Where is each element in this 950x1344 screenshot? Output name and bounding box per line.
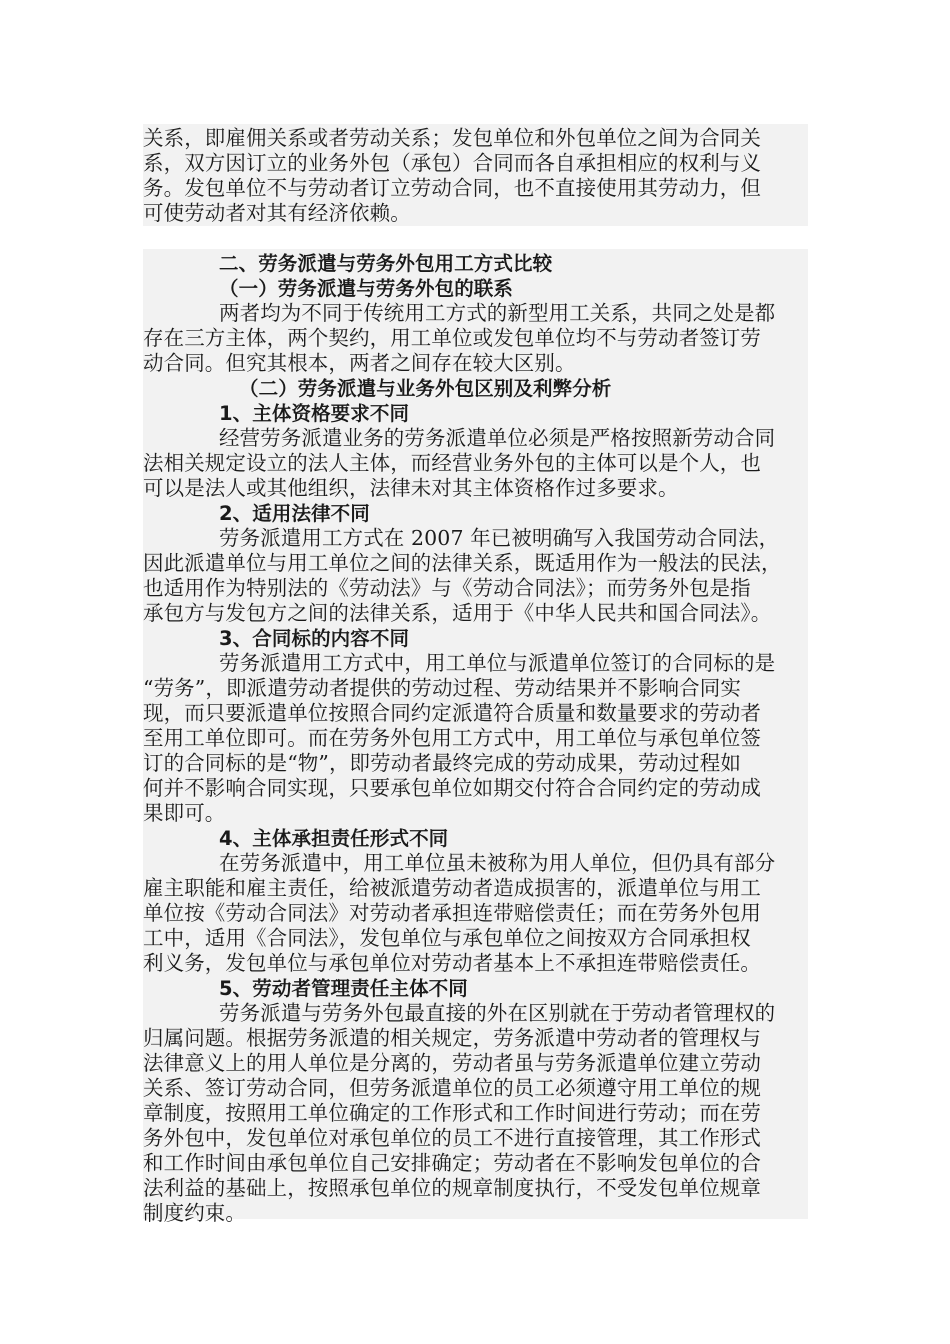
text-line: 果即可。 [143,801,226,825]
item-heading: 3、合同标的内容不同 [219,627,410,650]
text-line: 系，双方因订立的业务外包（承包）合同而各自承担相应的权利与义 [143,151,761,175]
subsection-heading: （一）劳务派遣与劳务外包的联系 [219,277,514,300]
text-line: 现，而只要派遣单位按照合同约定派遣符合质量和数量要求的劳动者 [143,701,761,725]
text-line: 因此派遣单位与用工单位之间的法律关系，既适用作为一般法的民法， [143,551,782,575]
text-line: 劳务派遣用工方式在 2007 年已被明确写入我国劳动合同法， [219,526,780,550]
text-line: 在劳务派遣中，用工单位虽未被称为用人单位，但仍具有部分 [219,851,776,875]
text-line: 务外包中，发包单位对承包单位的员工不进行直接管理，其工作形式 [143,1126,761,1150]
text-line: 法利益的基础上，按照承包单位的规章制度执行，不受发包单位规章 [143,1176,761,1200]
item-heading: 5、劳动者管理责任主体不同 [219,977,468,1000]
text-line: 劳务派遣与劳务外包最直接的外在区别就在于劳动者管理权的 [219,1001,776,1025]
item-heading: 4、主体承担责任形式不同 [219,827,449,850]
text-line: 雇主职能和雇主责任，给被派遣劳动者造成损害的，派遣单位与用工 [143,876,761,900]
item-heading: 2、适用法律不同 [219,502,370,525]
text-line: 可以是法人或其他组织，法律未对其主体资格作过多要求。 [143,476,679,500]
text-line: 法律意义上的用人单位是分离的，劳动者虽与劳务派遣单位建立劳动 [143,1051,761,1075]
text-line: 利义务，发包单位与承包单位对劳动者基本上不承担连带赔偿责任。 [143,951,761,975]
item-heading: 1、主体资格要求不同 [219,402,410,425]
text-line: 劳务派遣用工方式中，用工单位与派遣单位签订的合同标的是 [219,651,776,675]
text-line: 何并不影响合同实现，只要承包单位如期交付符合合同约定的劳动成 [143,776,761,800]
text-line: 动合同。但究其根本，两者之间存在较大区别。 [143,351,576,375]
text-line: “劳务”，即派遣劳动者提供的劳动过程、劳动结果并不影响合同实 [143,676,741,700]
text-line: 订的合同标的是“物”，即劳动者最终完成的劳动成果，劳动过程如 [143,751,741,775]
text-line: 承包方与发包方之间的法律关系，适用于《中华人民共和国合同法》。 [143,601,772,625]
text-line: 制度约束。 [143,1201,246,1225]
text-line: 关系，即雇佣关系或者劳动关系；发包单位和外包单位之间为合同关 [143,126,761,150]
text-line: 经营劳务派遣业务的劳务派遣单位必须是严格按照新劳动合同 [219,426,776,450]
text-line: 归属问题。根据劳务派遣的相关规定，劳务派遣中劳动者的管理权与 [143,1026,761,1050]
text-line: 法相关规定设立的法人主体，而经营业务外包的主体可以是个人，也 [143,451,761,475]
section-heading: 二、劳务派遣与劳务外包用工方式比较 [219,252,553,275]
text-line: 也适用作为特别法的《劳动法》与《劳动合同法》；而劳务外包是指 [143,576,751,600]
intro-paragraph [143,124,808,226]
text-line: 和工作时间由承包单位自己安排确定；劳动者在不影响发包单位的合 [143,1151,761,1175]
text-line: 工中，适用《合同法》，发包单位与承包单位之间按双方合同承担权 [143,926,751,950]
text-line: 存在三方主体，两个契约，用工单位或发包单位均不与劳动者签订劳 [143,326,761,350]
text-line: 务。发包单位不与劳动者订立劳动合同，也不直接使用其劳动力，但 [143,176,761,200]
text-line: 至用工单位即可。而在劳务外包用工方式中，用工单位与承包单位签 [143,726,761,750]
subsection-heading: （二）劳务派遣与业务外包区别及利弊分析 [239,377,612,400]
comparison-section [143,249,808,1225]
text-line: 关系、签订劳动合同，但劳务派遣单位的员工必须遵守用工单位的规 [143,1076,761,1100]
text-line: 两者均为不同于传统用工方式的新型用工关系，共同之处是都 [219,301,776,325]
text-line: 章制度，按照用工单位确定的工作形式和工作时间进行劳动；而在劳 [143,1101,761,1125]
text-line: 可使劳动者对其有经济依赖。 [143,201,411,225]
text-line: 单位按《劳动合同法》对劳动者承担连带赔偿责任；而在劳务外包用 [143,901,761,925]
